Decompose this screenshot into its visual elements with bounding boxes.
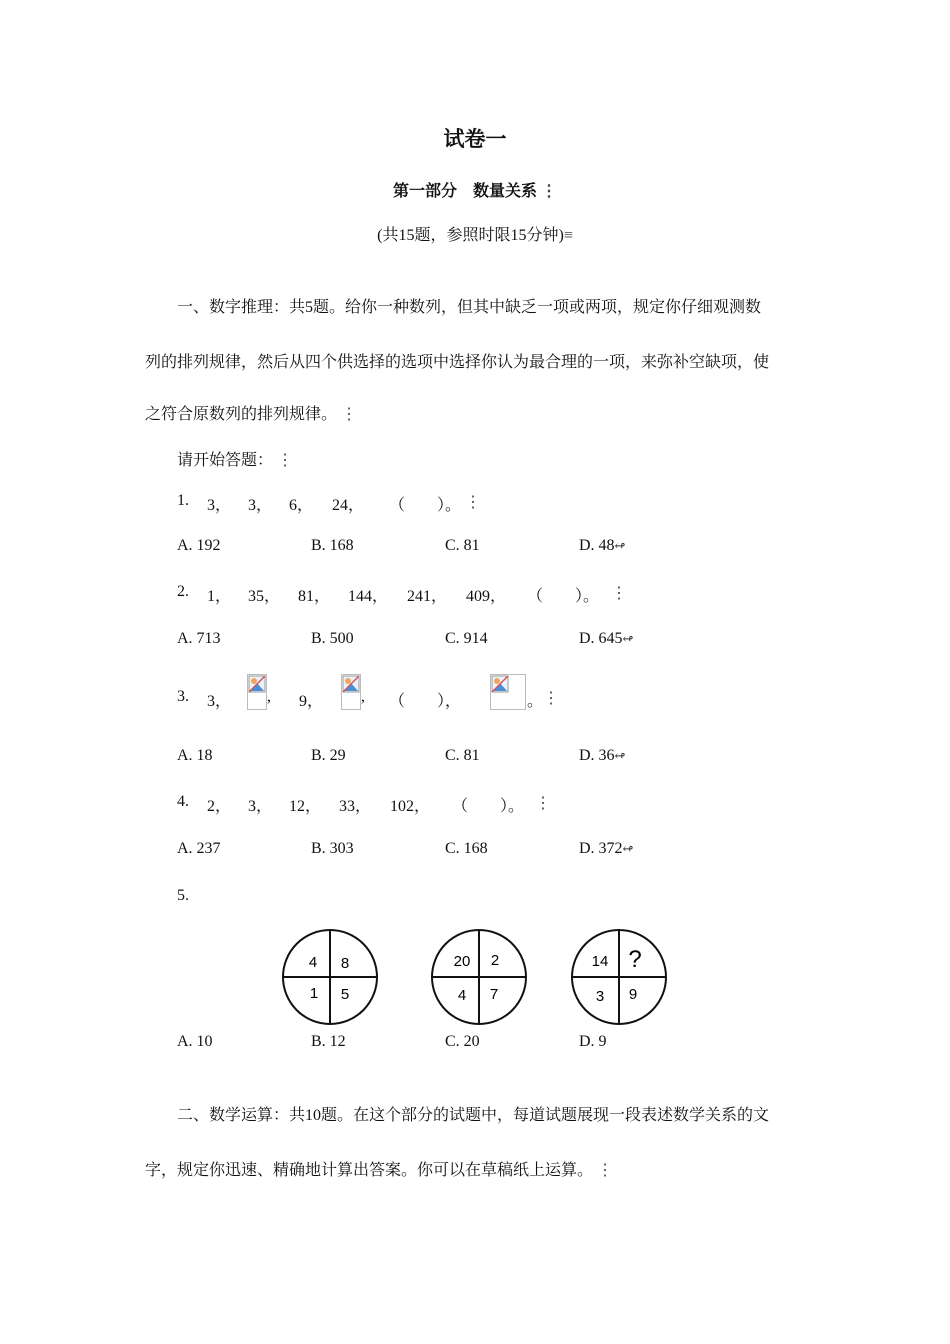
circle-cell: 14 bbox=[591, 953, 609, 970]
option-b[interactable]: B. 12 bbox=[311, 1033, 346, 1050]
circle-2 bbox=[432, 930, 526, 1024]
circle-cell: 1 bbox=[309, 985, 319, 1002]
sequence-item: 81， bbox=[298, 588, 331, 605]
sequence-item: 3， bbox=[207, 693, 232, 710]
option-c[interactable]: C. 81 bbox=[445, 747, 480, 764]
section2-line1: 二、数学运算：共10题。在这个部分的试题中，每道试题展现一段表述数学关系的文 bbox=[177, 1107, 770, 1124]
paragraph-mark-icon: ⋮ bbox=[465, 494, 481, 511]
section1-line3: 之符合原数列的排列规律。 ⋮ bbox=[145, 406, 358, 423]
answer-blank: （ ）。 bbox=[452, 798, 525, 815]
broken-image-icon bbox=[247, 674, 267, 710]
question-number: 4. bbox=[177, 793, 189, 810]
sequence-item: 6， bbox=[289, 497, 314, 514]
unknown-cell: ? bbox=[628, 946, 642, 973]
circle-cell: 4 bbox=[308, 954, 318, 971]
question-4 bbox=[177, 793, 677, 815]
option-b[interactable]: B. 500 bbox=[311, 630, 354, 647]
sequence-item: 241， bbox=[407, 588, 448, 605]
answer-blank: （ ）。 bbox=[527, 588, 600, 605]
option-a[interactable]: A. 18 bbox=[177, 747, 213, 764]
option-mark-icon: ↫ bbox=[622, 841, 634, 856]
circle-3 bbox=[572, 930, 666, 1024]
answer-blank: （ ）。 bbox=[389, 497, 462, 514]
section-subtitle: 第一部分 数量关系 ⋮ bbox=[392, 183, 557, 200]
sequence-item: 35， bbox=[248, 588, 281, 605]
answer-blank: （ ）， bbox=[389, 693, 462, 710]
paragraph-mark-icon: ⋮ bbox=[543, 690, 559, 707]
circle-cell: 4 bbox=[457, 987, 467, 1004]
option-mark-icon: ↫ bbox=[614, 538, 626, 553]
question-3 bbox=[177, 672, 677, 722]
options-5 bbox=[177, 1033, 777, 1055]
circle-cell: 8 bbox=[340, 955, 350, 972]
section2-line2: 字，规定你迅速、精确地计算出答案。你可以在草稿纸上运算。 ⋮ bbox=[145, 1162, 614, 1179]
sequence-item: 409， bbox=[466, 588, 507, 605]
options-4 bbox=[177, 840, 777, 862]
option-a[interactable]: A. 713 bbox=[177, 630, 221, 647]
sequence-item: 12， bbox=[289, 798, 322, 815]
option-b[interactable]: B. 29 bbox=[311, 747, 346, 764]
options-1 bbox=[177, 537, 777, 559]
sequence-item: 9， bbox=[299, 693, 324, 710]
paragraph-mark-icon: ⋮ bbox=[597, 1162, 614, 1179]
paragraph-mark-icon: ≡ bbox=[563, 227, 573, 244]
circle-puzzle-figure bbox=[280, 926, 680, 1028]
circle-cell: 5 bbox=[340, 986, 350, 1003]
paragraph-mark-icon: ⋮ bbox=[277, 452, 294, 469]
circle-cell: 2 bbox=[490, 952, 500, 969]
option-c[interactable]: C. 168 bbox=[445, 840, 488, 857]
option-a[interactable]: A. 237 bbox=[177, 840, 221, 857]
question-2 bbox=[177, 583, 677, 605]
paragraph-mark-icon: ⋮ bbox=[541, 183, 557, 200]
option-a[interactable]: A. 10 bbox=[177, 1033, 213, 1050]
option-c[interactable]: C. 914 bbox=[445, 630, 488, 647]
paragraph-mark-icon: ⋮ bbox=[535, 795, 551, 812]
sequence-item: 102， bbox=[390, 798, 431, 815]
sequence-item: 1， bbox=[207, 588, 232, 605]
paragraph-mark-icon: ⋮ bbox=[341, 406, 358, 423]
option-a[interactable]: A. 192 bbox=[177, 537, 221, 554]
start-prompt: 请开始答题： ⋮ bbox=[177, 452, 294, 469]
time-note: (共15题，参照时限15分钟)≡ bbox=[377, 227, 573, 244]
circle-cell: 3 bbox=[595, 988, 605, 1005]
circle-cell: 9 bbox=[628, 986, 638, 1003]
sequence-item: 3， bbox=[207, 497, 232, 514]
broken-image-icon bbox=[341, 674, 361, 710]
section1-line2: 列的排列规律，然后从四个供选择的选项中选择你认为最合理的一项，来弥补空缺项，使 bbox=[145, 354, 770, 371]
sequence-item: 33， bbox=[339, 798, 372, 815]
option-c[interactable]: C. 81 bbox=[445, 537, 480, 554]
paragraph-mark-icon: ⋮ bbox=[611, 585, 627, 602]
options-2 bbox=[177, 630, 777, 652]
option-d[interactable]: D. 372↫ bbox=[579, 840, 634, 857]
option-b[interactable]: B. 168 bbox=[311, 537, 354, 554]
separator: 。 bbox=[527, 693, 544, 710]
option-d[interactable]: D. 9 bbox=[579, 1033, 607, 1050]
sequence-item: 2， bbox=[207, 798, 232, 815]
question-number: 1. bbox=[177, 492, 189, 509]
option-d[interactable]: D. 645↫ bbox=[579, 630, 634, 647]
sequence-item: 3， bbox=[248, 497, 273, 514]
sequence-item: 3， bbox=[248, 798, 273, 815]
option-b[interactable]: B. 303 bbox=[311, 840, 354, 857]
sequence-item: 24， bbox=[332, 497, 365, 514]
option-mark-icon: ↫ bbox=[614, 748, 626, 763]
page-title: 试卷一 bbox=[443, 127, 507, 151]
circle-cell: 20 bbox=[453, 953, 471, 970]
circle-cell: 7 bbox=[489, 986, 499, 1003]
option-c[interactable]: C. 20 bbox=[445, 1033, 480, 1050]
options-3 bbox=[177, 747, 777, 769]
question-number: 2. bbox=[177, 583, 189, 600]
circle-1 bbox=[283, 930, 377, 1024]
option-mark-icon: ↫ bbox=[622, 631, 634, 646]
question-1 bbox=[177, 492, 677, 514]
section1-line1: 一、数字推理：共5题。给你一种数列，但其中缺乏一项或两项，规定你仔细观测数 bbox=[177, 299, 762, 316]
separator: , bbox=[361, 688, 365, 705]
separator: , bbox=[267, 688, 271, 705]
option-d[interactable]: D. 48↫ bbox=[579, 537, 626, 554]
broken-image-icon bbox=[490, 674, 526, 710]
question-5-number: 5. bbox=[177, 887, 189, 904]
option-d[interactable]: D. 36↫ bbox=[579, 747, 626, 764]
sequence-item: 144， bbox=[348, 588, 389, 605]
question-number: 3. bbox=[177, 688, 189, 705]
